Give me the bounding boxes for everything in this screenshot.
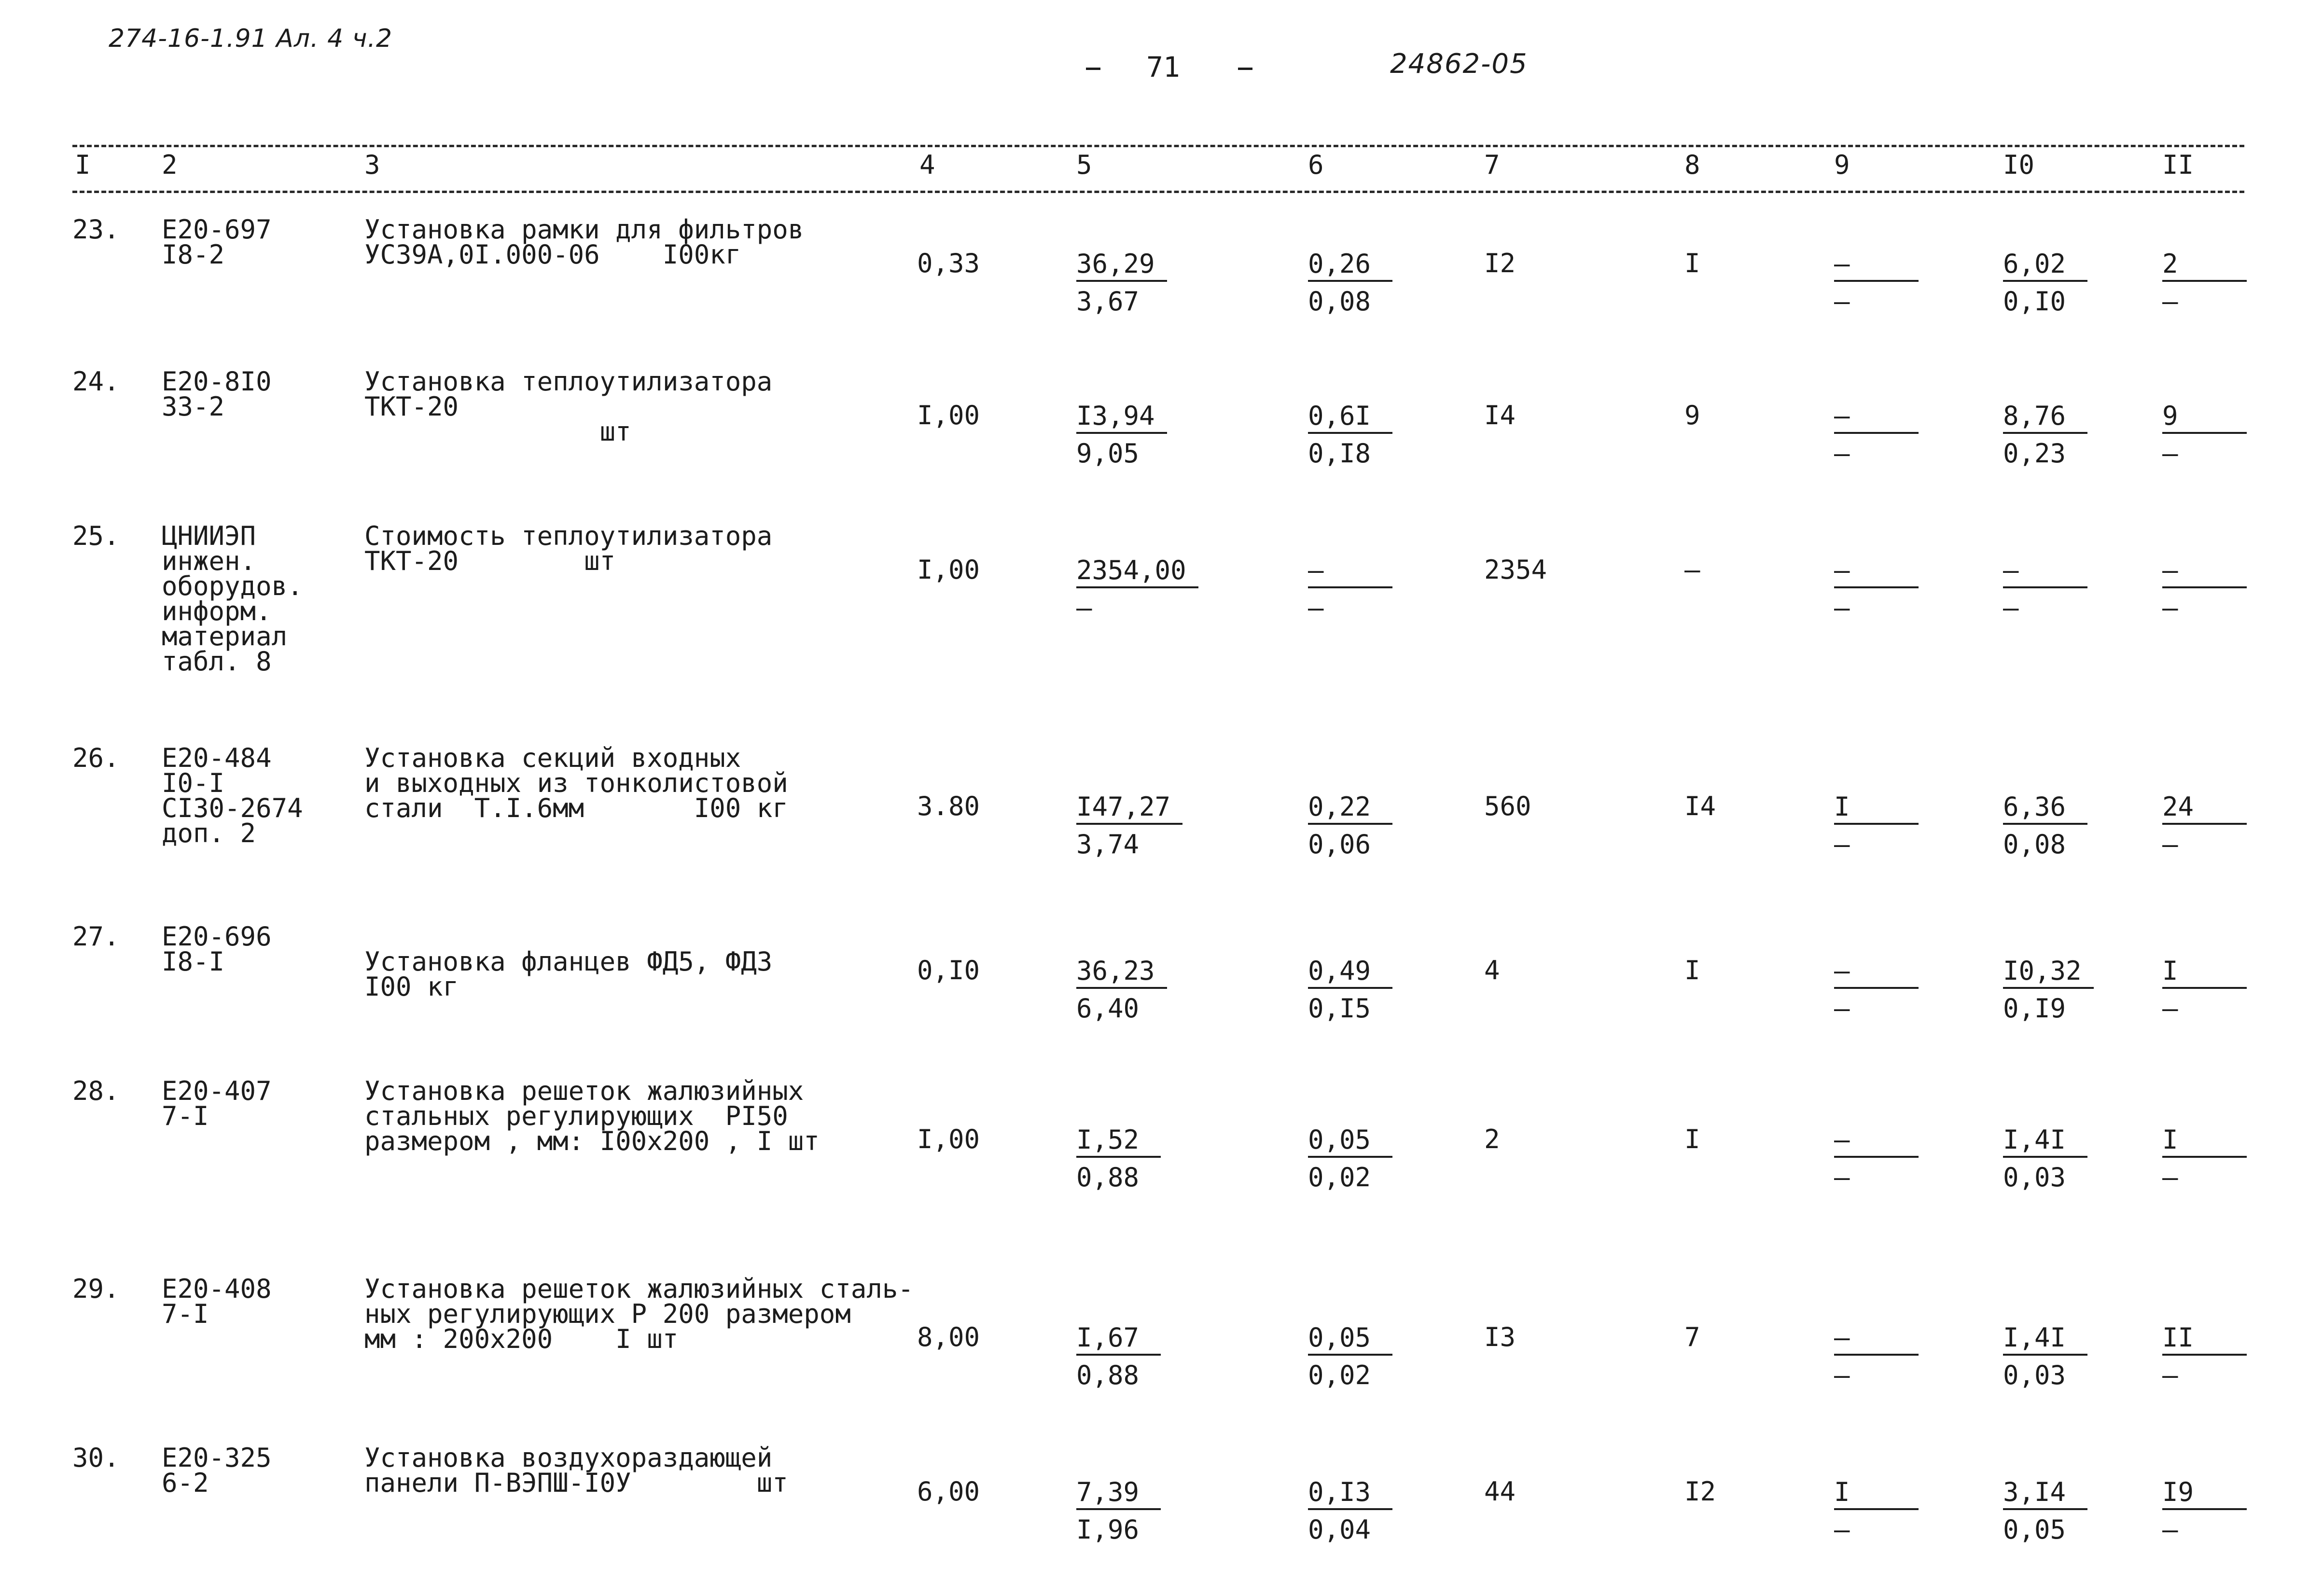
col9-fraction (1834, 791, 1919, 860)
col10-fraction-denominator: 0,I0 (2003, 286, 2066, 317)
col5-fraction (1076, 791, 1182, 860)
col9-fraction (1834, 1322, 1919, 1390)
page-dash-left (1086, 68, 1100, 70)
rate-code: ЦНИИЭП инжен. оборудов. информ. материал табл. 8 (162, 521, 303, 677)
col9-fraction-numerator: I (1834, 794, 1919, 825)
col11-fraction-denominator: – (2162, 1514, 2178, 1545)
col6-fraction-numerator: 0,I3 (1308, 1479, 1392, 1510)
col6-fraction-numerator: 0,22 (1308, 794, 1392, 825)
col6-fraction (1308, 791, 1392, 860)
col6-fraction-numerator: 0,05 (1308, 1127, 1392, 1158)
rate-code: Е20-8I0 33-2 (162, 366, 272, 422)
col7-value: 4 (1484, 955, 1500, 985)
column-header-11: II (2162, 150, 2194, 180)
col6-fraction (1308, 1322, 1392, 1390)
col10-fraction-numerator: – (2003, 557, 2087, 588)
col10-fraction (2003, 403, 2087, 467)
col5-fraction (1076, 557, 1198, 621)
col8-value: I (1684, 1124, 1700, 1154)
col7-value: I3 (1484, 1322, 1516, 1352)
col11-fraction-numerator: I9 (2162, 1479, 2247, 1510)
column-header-3: 3 (364, 150, 380, 180)
col10-fraction (2003, 557, 2087, 621)
column-header-9: 9 (1834, 150, 1850, 180)
col9-fraction-denominator: – (1834, 286, 1850, 317)
rate-code: Е20-484 I0-I СI30-2674 доп. 2 (162, 743, 303, 848)
col8-value: I4 (1684, 791, 1716, 821)
document-number: 24862-05 (1390, 48, 1528, 80)
col7-value: 2 (1484, 1124, 1500, 1154)
col6-fraction (1308, 1479, 1392, 1543)
col7-value: 560 (1484, 791, 1531, 821)
work-description: Стоимость теплоутилизатора ТКТ-20 шт (364, 521, 773, 576)
col9-fraction-numerator: – (1834, 958, 1919, 989)
col6-fraction-numerator: 0,49 (1308, 958, 1392, 989)
row-number: 28. (72, 1076, 120, 1106)
quantity: I,00 (917, 1124, 980, 1154)
work-description: Установка фланцев ФД5, ФД3 I00 кг (364, 946, 773, 1002)
col9-fraction-numerator: – (1834, 403, 1919, 434)
col10-fraction (2003, 791, 2087, 860)
work-description: Установка рамки для фильтров УС39А,0I.000-06 I00кг (364, 214, 804, 270)
col10-fraction (2003, 1322, 2087, 1390)
col10-fraction (2003, 1479, 2087, 1543)
column-header-2: 2 (162, 150, 178, 180)
col5-fraction (1076, 1479, 1161, 1543)
col10-fraction-numerator: I,4I (2003, 1325, 2087, 1356)
rate-code: Е20-696 I8-I (162, 921, 272, 977)
col9-fraction (1834, 1479, 1919, 1543)
col5-fraction-denominator: I,96 (1076, 1514, 1140, 1545)
col11-fraction-denominator: – (2162, 286, 2178, 317)
col11-fraction-numerator: 9 (2162, 403, 2247, 434)
col11-fraction (2162, 791, 2247, 860)
col6-fraction-denominator: 0,I5 (1308, 993, 1371, 1024)
col8-value: I (1684, 248, 1700, 278)
column-header-4: 4 (919, 150, 935, 180)
col8-value: 7 (1684, 1322, 1700, 1352)
rate-code: Е20-407 7-I (162, 1076, 272, 1131)
col6-fraction (1308, 251, 1392, 315)
col11-fraction-numerator: II (2162, 1325, 2247, 1356)
row-number: 30. (72, 1443, 120, 1473)
col11-fraction-numerator: I (2162, 958, 2247, 989)
col10-fraction-numerator: 6,36 (2003, 794, 2087, 825)
col8-value: – (1684, 555, 1700, 585)
col11-fraction (2162, 557, 2247, 621)
row-number: 23. (72, 214, 120, 245)
col9-fraction-denominator: – (1834, 593, 1850, 623)
col10-fraction-numerator: 8,76 (2003, 403, 2087, 434)
col6-fraction-denominator: 0,02 (1308, 1162, 1371, 1193)
col10-fraction-numerator: I,4I (2003, 1127, 2087, 1158)
column-header-6: 6 (1308, 150, 1324, 180)
col9-fraction-numerator: – (1834, 557, 1919, 588)
col10-fraction-denominator: 0,03 (2003, 1162, 2066, 1193)
col5-fraction-numerator: 36,23 (1076, 958, 1167, 989)
col5-fraction-denominator: 3,67 (1076, 286, 1140, 317)
work-description: Установка секций входных и выходных из тонколистовой стали Т.I.6мм I00 кг (364, 743, 788, 823)
col11-fraction-denominator: – (2162, 1162, 2178, 1193)
col9-fraction (1834, 1124, 1919, 1193)
col11-fraction-denominator: – (2162, 829, 2178, 860)
col9-fraction-denominator: – (1834, 1360, 1850, 1390)
col6-fraction-denominator: 0,I8 (1308, 438, 1371, 469)
col9-fraction-denominator: – (1834, 993, 1850, 1024)
col11-fraction-denominator: – (2162, 593, 2178, 623)
col6-fraction (1308, 958, 1392, 1022)
col6-fraction-denominator: – (1308, 593, 1324, 623)
work-description: Установка теплоутилизатора ТКТ-20 шт (364, 366, 773, 447)
col11-fraction-numerator: I (2162, 1127, 2247, 1158)
col5-fraction-numerator: I,52 (1076, 1127, 1161, 1158)
quantity: 6,00 (917, 1476, 980, 1507)
col5-fraction (1076, 251, 1167, 315)
col7-value: 2354 (1484, 555, 1547, 585)
col10-fraction-numerator: 3,I4 (2003, 1479, 2087, 1510)
col9-fraction-numerator: – (1834, 1325, 1919, 1356)
col11-fraction (2162, 1479, 2247, 1543)
col9-fraction-denominator: – (1834, 1514, 1850, 1545)
col8-value: 9 (1684, 400, 1700, 430)
col9-fraction (1834, 251, 1919, 315)
rate-code: Е20-697 I8-2 (162, 214, 272, 270)
table-top-rule (72, 145, 2244, 147)
quantity: 8,00 (917, 1322, 980, 1352)
row-number: 29. (72, 1274, 120, 1304)
col10-fraction-denominator: – (2003, 593, 2019, 623)
rate-code: Е20-408 7-I (162, 1274, 272, 1329)
col6-fraction-denominator: 0,02 (1308, 1360, 1371, 1390)
column-header-5: 5 (1076, 150, 1092, 180)
col5-fraction-denominator: 9,05 (1076, 438, 1140, 469)
quantity: I,00 (917, 555, 980, 585)
col5-fraction (1076, 403, 1167, 467)
col6-fraction-numerator: 0,26 (1308, 251, 1392, 282)
col5-fraction-denominator: 0,88 (1076, 1162, 1140, 1193)
col5-fraction-numerator: I47,27 (1076, 794, 1182, 825)
col10-fraction (2003, 251, 2087, 315)
col6-fraction-numerator: 0,6I (1308, 403, 1392, 434)
row-number: 27. (72, 921, 120, 952)
column-header-7: 7 (1484, 150, 1500, 180)
col6-fraction-denominator: 0,04 (1308, 1514, 1371, 1545)
column-header-10: I0 (2003, 150, 2035, 180)
col6-fraction (1308, 1124, 1392, 1193)
col6-fraction (1308, 557, 1392, 621)
col9-fraction-numerator: – (1834, 1127, 1919, 1158)
col5-fraction-denominator: 3,74 (1076, 829, 1140, 860)
row-number: 25. (72, 521, 120, 551)
col6-fraction-denominator: 0,08 (1308, 286, 1371, 317)
col7-value: 44 (1484, 1476, 1516, 1507)
work-description: Установка воздухораздающей панели П-ВЭПШ-I0У шт (364, 1443, 788, 1498)
col10-fraction (2003, 958, 2094, 1022)
col11-fraction (2162, 403, 2247, 467)
col5-fraction-denominator: 0,88 (1076, 1360, 1140, 1390)
col10-fraction-numerator: I0,32 (2003, 958, 2094, 989)
col7-value: I4 (1484, 400, 1516, 430)
table-header-rule (72, 191, 2244, 193)
handwritten-reference: 274-16-1.91 Ал. 4 ч.2 (109, 24, 393, 53)
col11-fraction-denominator: – (2162, 993, 2178, 1024)
quantity: I,00 (917, 400, 980, 430)
col8-value: I2 (1684, 1476, 1716, 1507)
col11-fraction-numerator: – (2162, 557, 2247, 588)
col10-fraction-denominator: 0,05 (2003, 1514, 2066, 1545)
col5-fraction-numerator: I,67 (1076, 1325, 1161, 1356)
work-description: Установка решеток жалюзийных стальных регулирующих РI50 размером , мм: I00х200 , I шт (364, 1076, 820, 1156)
col9-fraction-denominator: – (1834, 438, 1850, 469)
col11-fraction (2162, 1322, 2247, 1390)
col11-fraction-numerator: 2 (2162, 251, 2247, 282)
column-header-1: I (75, 150, 91, 180)
col11-fraction-numerator: 24 (2162, 794, 2247, 825)
page-dash-right (1238, 68, 1252, 70)
work-description: Установка решеток жалюзийных сталь- ных регулирующих Р 200 размером мм : 200х200 I шт (364, 1274, 914, 1354)
col7-value: I2 (1484, 248, 1516, 278)
col9-fraction-denominator: – (1834, 1162, 1850, 1193)
quantity: 0,I0 (917, 955, 980, 985)
col10-fraction-denominator: 0,08 (2003, 829, 2066, 860)
col5-fraction (1076, 1124, 1161, 1193)
col9-fraction (1834, 557, 1919, 621)
col6-fraction-numerator: 0,05 (1308, 1325, 1392, 1356)
col5-fraction-numerator: 2354,00 (1076, 557, 1198, 588)
col5-fraction-numerator: I3,94 (1076, 403, 1167, 434)
quantity: 0,33 (917, 248, 980, 278)
rate-code: Е20-325 6-2 (162, 1443, 272, 1498)
col9-fraction-numerator: – (1834, 251, 1919, 282)
col11-fraction (2162, 958, 2247, 1022)
col5-fraction-denominator: – (1076, 593, 1092, 623)
column-header-8: 8 (1684, 150, 1700, 180)
col11-fraction (2162, 251, 2247, 315)
col10-fraction-denominator: 0,I9 (2003, 993, 2066, 1024)
col10-fraction-numerator: 6,02 (2003, 251, 2087, 282)
col10-fraction (2003, 1124, 2087, 1193)
col9-fraction (1834, 958, 1919, 1022)
col5-fraction-numerator: 36,29 (1076, 251, 1167, 282)
row-number: 24. (72, 366, 120, 397)
col11-fraction (2162, 1124, 2247, 1193)
col6-fraction-denominator: 0,06 (1308, 829, 1371, 860)
col11-fraction-denominator: – (2162, 438, 2178, 469)
col5-fraction-denominator: 6,40 (1076, 993, 1140, 1024)
col6-fraction-numerator: – (1308, 557, 1392, 588)
col5-fraction-numerator: 7,39 (1076, 1479, 1161, 1510)
col10-fraction-denominator: 0,23 (2003, 438, 2066, 469)
quantity: 3.80 (917, 791, 980, 821)
col9-fraction (1834, 403, 1919, 467)
page-number: 71 (1146, 51, 1180, 83)
col8-value: I (1684, 955, 1700, 985)
col6-fraction (1308, 403, 1392, 467)
col9-fraction-denominator: – (1834, 829, 1850, 860)
col10-fraction-denominator: 0,03 (2003, 1360, 2066, 1390)
col5-fraction (1076, 1322, 1161, 1390)
row-number: 26. (72, 743, 120, 773)
col9-fraction-numerator: I (1834, 1479, 1919, 1510)
col11-fraction-denominator: – (2162, 1360, 2178, 1390)
col5-fraction (1076, 958, 1167, 1022)
